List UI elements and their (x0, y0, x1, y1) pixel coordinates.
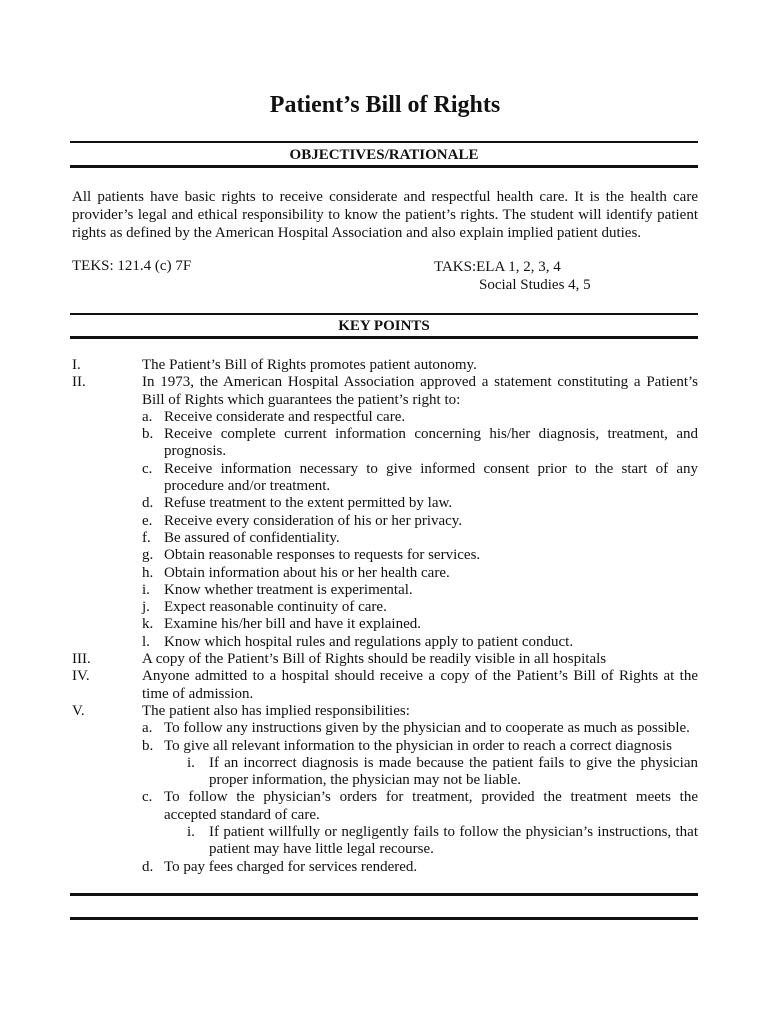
item-number: h. (142, 564, 154, 581)
list-item (72, 703, 698, 720)
item-text: To pay fees charged for services rendered. (164, 858, 418, 875)
item-text: Know which hospital rules and regulations apply to patient conduct. (164, 633, 574, 650)
key-points-heading: KEY POINTS (338, 318, 430, 334)
item-text: Anyone admitted to a hospital should receive a copy of the Patient’s Bill of Rights at the time of admission. (142, 668, 698, 702)
list-item (72, 720, 698, 737)
item-number: i. (187, 824, 195, 841)
item-number: l. (142, 633, 150, 650)
item-text: Receive every consideration of his or her privacy. (164, 512, 463, 529)
list-item (72, 357, 698, 374)
list-item (72, 461, 698, 496)
divider (70, 141, 698, 143)
list-item (72, 789, 698, 824)
divider (70, 313, 698, 315)
item-text: The patient also has implied responsibilities: (142, 702, 410, 719)
list-item (72, 616, 698, 633)
item-text: Receive considerate and respectful care. (164, 408, 406, 425)
item-text: Receive complete current information concerning his/her diagnosis, treatment, and prognosis. (164, 426, 698, 460)
list-item (72, 755, 698, 790)
list-item (72, 582, 698, 599)
item-number: i. (142, 581, 150, 598)
key-points-list (72, 357, 698, 876)
list-item (72, 738, 698, 755)
item-number: II. (72, 374, 86, 391)
item-number: d. (142, 858, 154, 875)
item-text: Expect reasonable continuity of care. (164, 599, 387, 616)
list-item (72, 426, 698, 461)
item-number: d. (142, 495, 154, 512)
item-text: Receive information necessary to give informed consent prior to the start of any procedure and/or treatment. (164, 460, 698, 495)
divider (70, 893, 698, 896)
item-number: a. (142, 408, 153, 425)
item-number: I. (72, 357, 81, 373)
item-text: The Patient’s Bill of Rights promotes patient autonomy. (142, 357, 477, 373)
item-text: A copy of the Patient’s Bill of Rights should be readily visible in all hospitals (142, 651, 607, 668)
item-text: Know whether treatment is experimental. (164, 581, 413, 598)
list-item (72, 859, 698, 876)
list-item (72, 565, 698, 582)
objectives-heading: OBJECTIVES/RATIONALE (289, 147, 479, 163)
taks-standard (434, 258, 591, 294)
item-text: To give all relevant information to the physician in order to reach a correct diagnosis (164, 737, 672, 754)
list-item (72, 513, 698, 530)
list-item (72, 824, 698, 859)
item-text: Be assured of confidentiality. (164, 529, 340, 546)
item-number: a. (142, 720, 153, 737)
item-text: In 1973, the American Hospital Association approved a statement constituting a Patient’s Bill of Rights which guarantees the patient’s right to: (142, 374, 698, 408)
item-number: III. (72, 651, 91, 668)
page-title: Patient’s Bill of Rights (269, 92, 501, 118)
teks-standard: TEKS: 121.4 (c) 7F (72, 258, 192, 274)
divider (70, 165, 698, 168)
item-text: Examine his/her bill and have it explained. (164, 616, 422, 633)
list-item (72, 495, 698, 512)
list-item (72, 634, 698, 651)
item-number: e. (142, 512, 153, 529)
list-item (72, 668, 698, 703)
item-number: b. (142, 737, 154, 754)
item-number: g. (142, 547, 154, 564)
item-text: To follow any instructions given by the physician and to cooperate as much as possible. (164, 720, 690, 737)
item-number: j. (142, 599, 150, 616)
item-number: V. (72, 702, 85, 719)
item-number: c. (142, 789, 153, 806)
list-item (72, 547, 698, 564)
list-item (72, 374, 698, 409)
objectives-paragraph: All patients have basic rights to receive considerate and respectful health care. It is the health care provider’s legal and ethical responsibility to know the patient’s rights. The student will identify patient rights as defined by the American Hospital Association and also explain implied patient duties. (72, 189, 698, 241)
item-text: Refuse treatment to the extent permitted by law. (164, 495, 453, 512)
list-item (72, 599, 698, 616)
divider (70, 336, 698, 339)
item-text: To follow the physician’s orders for treatment, provided the treatment meets the accepted standard of care. (164, 789, 698, 823)
item-number: k. (142, 616, 154, 633)
item-number: b. (142, 426, 154, 443)
item-text: If an incorrect diagnosis is made because the patient fails to give the physician proper information, the physician may not be liable. (209, 754, 698, 789)
list-item (72, 651, 698, 668)
item-number: i. (187, 754, 195, 771)
divider (70, 917, 698, 920)
item-number: IV. (72, 668, 90, 685)
item-number: f. (142, 529, 151, 546)
item-number: c. (142, 460, 153, 477)
list-item (72, 530, 698, 547)
list-item (72, 409, 698, 426)
taks-line-2: Social Studies 4, 5 (479, 277, 591, 293)
taks-line-1: TAKS:ELA 1, 2, 3, 4 (434, 259, 561, 275)
item-text: Obtain information about his or her health care. (164, 564, 450, 581)
item-text: Obtain reasonable responses to requests for services. (164, 547, 481, 564)
item-text: If patient willfully or negligently fails to follow the physician’s instructions, that patient may have little legal recourse. (209, 824, 698, 858)
